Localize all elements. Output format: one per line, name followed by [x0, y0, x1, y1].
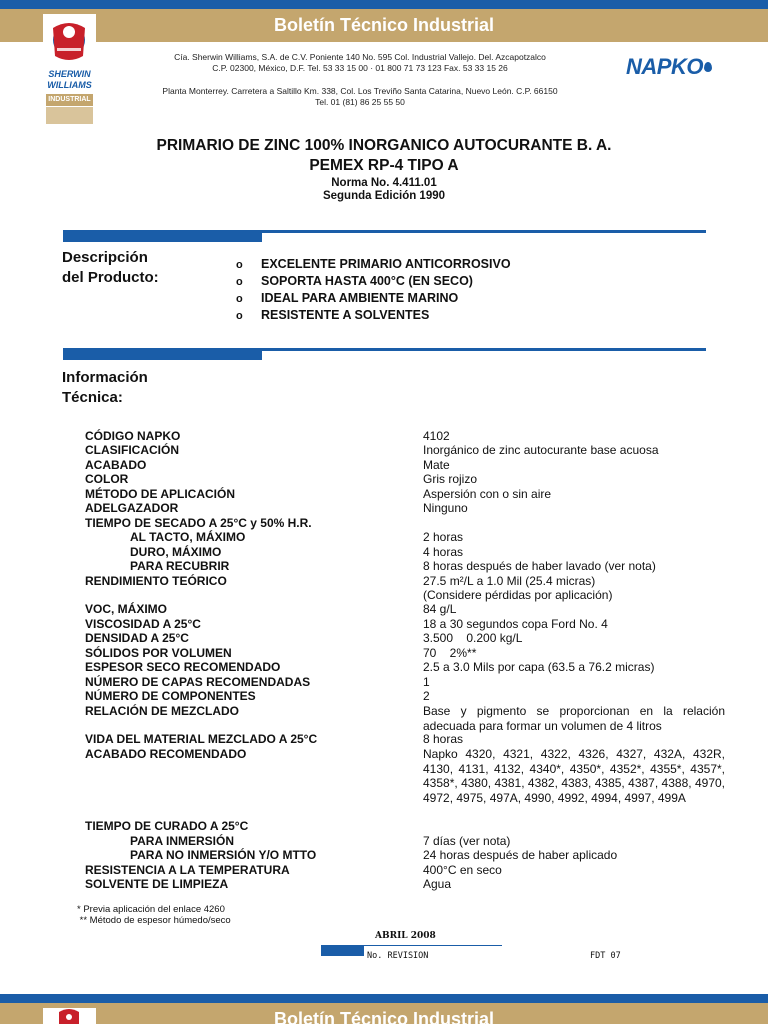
bullet-marker: o [236, 293, 243, 305]
row-label: VIDA DEL MATERIAL MEZCLADO A 25°C [85, 732, 318, 746]
row-label: RENDIMIENTO TEÓRICO [85, 574, 227, 588]
bullet-marker: o [236, 310, 243, 322]
technical-heading-line: Información [62, 369, 148, 386]
footer-line [364, 945, 502, 946]
logo-text-sherwin: SHERWIN [48, 69, 91, 79]
napko-logo-text: NAPKO [626, 54, 703, 79]
row-value: 2.5 a 3.0 Mils por capa (63.5 a 76.2 micras) [423, 660, 655, 674]
section-divider [63, 348, 706, 351]
row-label: NÚMERO DE COMPONENTES [85, 689, 256, 703]
technical-heading-line: Técnica: [62, 389, 123, 406]
description-heading-line: del Producto: [62, 269, 159, 286]
list-item [236, 290, 511, 307]
row-label: ACABADO RECOMENDADO [85, 747, 247, 761]
row-label: RESISTENCIA A LA TEMPERATURA [85, 863, 290, 877]
logo-text-williams: WILLIAMS [47, 80, 92, 90]
drop-icon [704, 62, 712, 72]
description-heading [62, 248, 159, 288]
address-line: Cía. Sherwin Williams, S.A. de C.V. Poniente 140 No. 595 Col. Industrial Vallejo. Del. Azcapotzalco [174, 52, 546, 62]
plant-address [120, 86, 600, 108]
revision-date: ABRIL 2008 [375, 931, 436, 941]
row-value: 2 [423, 689, 430, 703]
row-value: 8 horas [423, 732, 464, 746]
header-blue-strip [0, 0, 768, 9]
header-band-next-page [0, 994, 768, 1029]
row-value: Napko 4320, 4321, 4322, 4326, 4327, 432A, 432R, 4130, 4131, 4132, 4340*, 4350*, 4352*, 4355*, 4357*, 4358*, 4380, 4381, 4382, 4383, 4385, 4387, 4388, 4970, 4972, 4975, 497A, 4990, 4992, 4994, 4997, 499A [423, 747, 725, 805]
footnote: ** Método de espesor húmedo/seco [77, 915, 231, 926]
bullet-list [236, 256, 511, 324]
row-label: SOLVENTE DE LIMPIEZA [85, 877, 229, 891]
row-label: COLOR [85, 472, 129, 486]
list-item-text: RESISTENTE A SOLVENTES [261, 308, 430, 322]
header-band [0, 0, 768, 42]
row-label: PARA RECUBRIR [130, 559, 230, 573]
row-value: 3.500 0.200 kg/L [423, 631, 523, 645]
row-label: TIEMPO DE CURADO A 25°C [85, 819, 249, 833]
napko-logo [626, 54, 712, 80]
list-item [236, 256, 511, 273]
product-title-line2: PEMEX RP-4 TIPO A [309, 157, 459, 174]
row-value: 7 días (ver nota) [423, 834, 511, 848]
list-item [236, 307, 511, 324]
header-title-next-page: Boletín Técnico Industrial [273, 1009, 495, 1029]
row-label: CÓDIGO NAPKO [85, 429, 181, 443]
description-heading-line: Descripción [62, 249, 148, 266]
row-value: 4102 [423, 429, 450, 443]
row-label: DURO, MÁXIMO [130, 545, 222, 559]
header-title: Boletín Técnico Industrial [273, 15, 495, 35]
row-value: 8 horas después de haber lavado (ver nota) [423, 559, 656, 573]
sherwin-williams-logo-icon [43, 1008, 96, 1024]
row-label: NÚMERO DE CAPAS RECOMENDADAS [85, 675, 311, 689]
footer-bar [321, 945, 364, 956]
list-item [236, 273, 511, 290]
row-value: 400°C en seco [423, 863, 502, 877]
row-label: VOC, MÁXIMO [85, 602, 168, 616]
row-value: 18 a 30 segundos copa Ford No. 4 [423, 617, 608, 631]
row-label: PARA INMERSIÓN [130, 834, 235, 848]
row-label: RELACIÓN DE MEZCLADO [85, 704, 239, 718]
row-label: MÉTODO DE APLICACIÓN [85, 487, 236, 501]
row-label: ADELGAZADOR [85, 501, 179, 515]
revision-label: No. REVISION [367, 951, 429, 961]
row-label: ESPESOR SECO RECOMENDADO [85, 660, 281, 674]
header-blue-strip [0, 994, 768, 1003]
edition: Segunda Edición 1990 [322, 190, 446, 202]
row-value: 27.5 m²/L a 1.0 Mil (25.4 micras) [423, 574, 596, 588]
row-value: Base y pigmento se proporcionan en la relación adecuada para formar un volumen de 4 litros [423, 704, 725, 733]
company-address [120, 52, 600, 74]
row-value: Mate [423, 458, 450, 472]
bullet-marker: o [236, 276, 243, 288]
row-value: Inorgánico de zinc autocurante base acuosa [423, 443, 659, 457]
address-line: C.P. 02300, México, D.F. Tel. 53 33 15 00 · 01 800 71 73 123 Fax. 53 33 15 26 [212, 63, 508, 73]
logo-text-industrial: INDUSTRIAL [48, 96, 91, 103]
sherwin-williams-logo [43, 14, 96, 126]
product-title-line1: PRIMARIO DE ZINC 100% INORGANICO AUTOCURANTE B. A. [156, 137, 612, 154]
section-divider-bar [63, 233, 262, 242]
row-value: (Considere pérdidas por aplicación) [423, 588, 613, 602]
row-value: 1 [423, 675, 430, 689]
row-label: TIEMPO DE SECADO A 25°C y 50% H.R. [85, 516, 312, 530]
row-value: 4 horas [423, 545, 464, 559]
list-item-text: IDEAL PARA AMBIENTE MARINO [261, 291, 459, 305]
row-value: 2 horas [423, 530, 464, 544]
footnote: * Previa aplicación del enlace 4260 [77, 904, 225, 915]
row-value: 70 2%** [423, 646, 477, 660]
row-label: PARA NO INMERSIÓN Y/O MTTO [130, 848, 317, 862]
row-value: Agua [423, 877, 452, 891]
list-item-text: SOPORTA HASTA 400°C (EN SECO) [261, 274, 473, 288]
norma-number: Norma No. 4.411.01 [331, 177, 437, 189]
address-line: Planta Monterrey. Carretera a Saltillo Km. 338, Col. Los Treviño Santa Catarina, Nuevo León. C.P. 66150 [162, 86, 558, 96]
row-label: CLASIFICACIÓN [85, 443, 179, 457]
address-line: Tel. 01 (81) 86 25 55 50 [315, 97, 405, 107]
row-value: 24 horas después de haber aplicado [423, 848, 618, 862]
row-label: VISCOSIDAD A 25°C [85, 617, 201, 631]
row-label: AL TACTO, MÁXIMO [130, 530, 246, 544]
row-value: Gris rojizo [423, 472, 478, 486]
row-label: ACABADO [85, 458, 147, 472]
section-divider [63, 230, 706, 233]
section-divider-bar [63, 351, 262, 360]
row-value: Aspersión con o sin aire [423, 487, 552, 501]
row-value: 84 g/L [423, 602, 457, 616]
row-value: Ninguno [423, 501, 468, 515]
list-item-text: EXCELENTE PRIMARIO ANTICORROSIVO [261, 257, 511, 271]
technical-heading [62, 368, 148, 408]
bullet-marker: o [236, 259, 243, 271]
sherwin-williams-logo-next-page [43, 1008, 96, 1024]
document-code: FDT 07 [590, 951, 621, 961]
row-label: SÓLIDOS POR VOLUMEN [85, 646, 232, 660]
row-label: DENSIDAD A 25°C [85, 631, 189, 645]
